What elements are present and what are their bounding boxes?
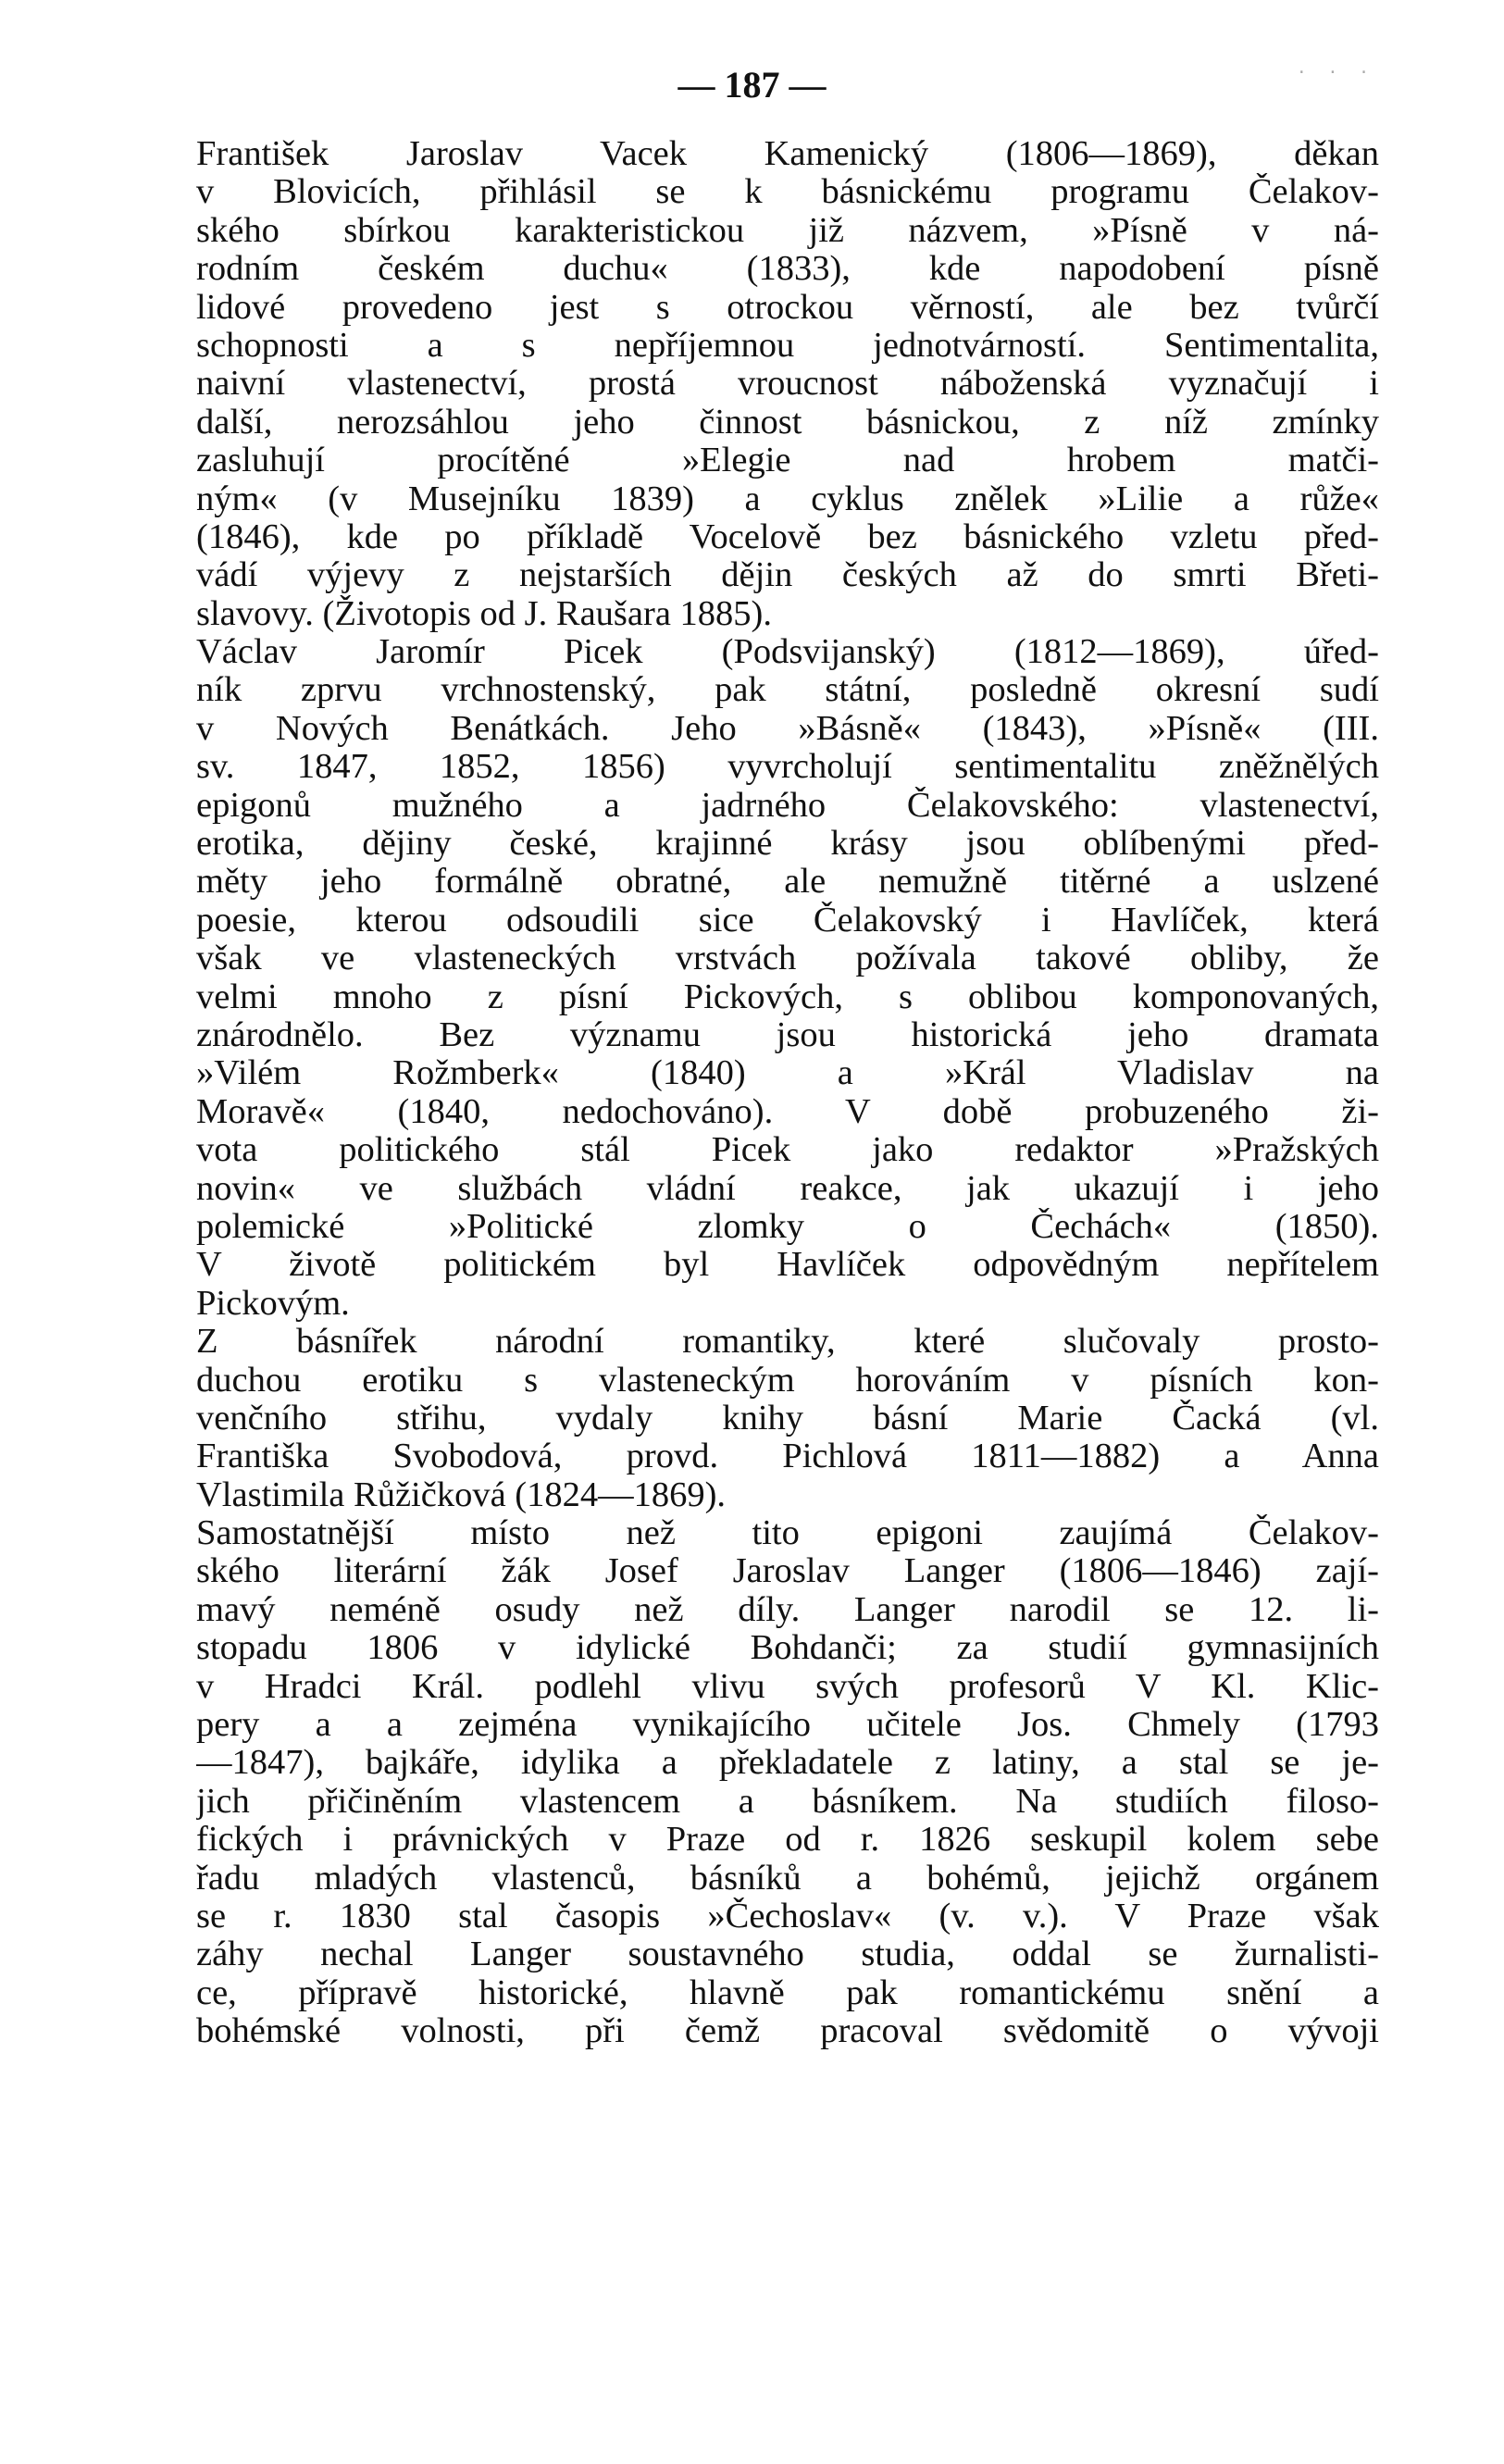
- text-line: polemické »Politické zlomky o Čechách« (1850).: [196, 1207, 1379, 1246]
- text-line: naivní vlastenectví, prostá vroucnost náboženská vyznačují i: [196, 365, 1379, 404]
- text-line: Samostatnější místo než tito epigoni zaujímá Čelakov-: [196, 1514, 1379, 1553]
- text-line: ce, přípravě historické, hlavně pak romantickému snění a: [196, 1973, 1379, 2012]
- text-line: se r. 1830 stal časopis »Čechoslav« (v. v.). V Praze však: [196, 1897, 1379, 1935]
- text-line: lidové provedeno jest s otrockou věrností, ale bez tvůrčí: [196, 288, 1379, 327]
- page-number: — 187 —: [677, 64, 827, 106]
- text-line: schopnosti a s nepříjemnou jednotvárností. Sentimentalita,: [196, 326, 1379, 365]
- text-line: František Jaroslav Vacek Kamenický (1806—1869), děkan: [196, 135, 1379, 173]
- text-line: ník zprvu vrchnostenský, pak státní, posledně okresní sudí: [196, 671, 1379, 710]
- text-line: epigonů mužného a jadrného Čelakovského: vlastenectví,: [196, 786, 1379, 825]
- text-line: (1846), kde po příkladě Vocelově bez básnického vzletu před-: [196, 517, 1379, 556]
- text-line: záhy nechal Langer soustavného studia, oddal se žurnalisti-: [196, 1935, 1379, 1974]
- text-line: V životě politickém byl Havlíček odpovědným nepřítelem: [196, 1246, 1379, 1285]
- text-line: ského literární žák Josef Jaroslav Langer (1806—1846) zají-: [196, 1552, 1379, 1591]
- text-line: pery a a zejména vynikajícího učitele Jos. Chmely (1793: [196, 1706, 1379, 1745]
- text-line: v Nových Benátkách. Jeho »Básně« (1843), »Písně« (III.: [196, 709, 1379, 748]
- text-line: mavý neméně osudy než díly. Langer narodil se 12. li-: [196, 1590, 1379, 1629]
- text-line: »Vilém Rožmberk« (1840) a »Král Vladislav na: [196, 1054, 1379, 1093]
- text-line: slavovy. (Životopis od J. Raušara 1885).: [196, 594, 772, 633]
- text-line: stopadu 1806 v idylické Bohdanči; za studií gymnasijních: [196, 1629, 1379, 1668]
- text-line: fických i právnických v Praze od r. 1826 seskupil kolem sebe: [196, 1821, 1379, 1860]
- text-line: Pickovým.: [196, 1284, 350, 1323]
- text-line: —1847), bajkáře, idylika a překladatele z latiny, a stal se je-: [196, 1744, 1379, 1783]
- text-line: v Blovicích, přihlásil se k básnickému programu Čelakov-: [196, 173, 1379, 212]
- text-line: zasluhují procítěné »Elegie nad hrobem matči-: [196, 442, 1379, 480]
- text-line: erotika, dějiny české, krajinné krásy jsou oblíbenými před-: [196, 825, 1379, 864]
- body-text: [196, 135, 1379, 2051]
- corner-mark: · · ·: [1296, 63, 1374, 82]
- text-line: duchou erotiku s vlasteneckým horováním v písních kon-: [196, 1361, 1379, 1400]
- text-line: poesie, kterou odsoudili sice Čelakovský i Havlíček, která: [196, 901, 1379, 940]
- text-line: řadu mladých vlastenců, básníků a bohémů, jejichž orgánem: [196, 1859, 1379, 1898]
- text-line: velmi mnoho z písní Pickových, s oblibou komponovaných,: [196, 977, 1379, 1016]
- text-line: jich přičiněním vlastencem a básníkem. Na studiích filoso-: [196, 1782, 1379, 1821]
- text-line: ným« (v Musejníku 1839) a cyklus znělek »Lilie a růže«: [196, 479, 1379, 518]
- text-line: Moravě« (1840, nedochováno). V době probuzeného ži-: [196, 1092, 1379, 1131]
- text-line: však ve vlasteneckých vrstvách požívala takové obliby, že: [196, 940, 1379, 978]
- text-line: v Hradci Král. podlehl vlivu svých profesorů V Kl. Klic-: [196, 1667, 1379, 1706]
- text-line: novin« ve službách vládní reakce, jak ukazují i jeho: [196, 1169, 1379, 1208]
- text-line: vádí výjevy z nejstarších dějin českých až do smrti Břeti-: [196, 556, 1379, 595]
- text-line: Václav Jaromír Picek (Podsvijanský) (1812—1869), úřed-: [196, 633, 1379, 672]
- text-line: Vlastimila Růžičková (1824—1869).: [196, 1475, 727, 1514]
- text-line: bohémské volnosti, při čemž pracoval svědomitě o vývoji: [196, 2012, 1379, 2051]
- text-line: měty jeho formálně obratné, ale nemužně titěrné a uslzené: [196, 863, 1379, 902]
- text-line: sv. 1847, 1852, 1856) vyvrcholují sentimentalitu zněžnělých: [196, 748, 1379, 787]
- text-line: rodním českém duchu« (1833), kde napodobení písně: [196, 250, 1379, 289]
- text-line: znárodnělo. Bez významu jsou historická jeho dramata: [196, 1015, 1379, 1054]
- text-line: venčního střihu, vydaly knihy básní Marie Čacká (vl.: [196, 1399, 1379, 1437]
- text-line: ského sbírkou karakteristickou již názvem, »Písně v ná-: [196, 211, 1379, 250]
- text-line: Františka Svobodová, provd. Pichlová 1811—1882) a Anna: [196, 1437, 1379, 1476]
- text-line: Z básnířek národní romantiky, které slučovaly prosto-: [196, 1323, 1379, 1362]
- text-line: další, nerozsáhlou jeho činnost básnickou, z níž zmínky: [196, 403, 1379, 442]
- text-line: vota politického stál Picek jako redaktor »Pražských: [196, 1131, 1379, 1170]
